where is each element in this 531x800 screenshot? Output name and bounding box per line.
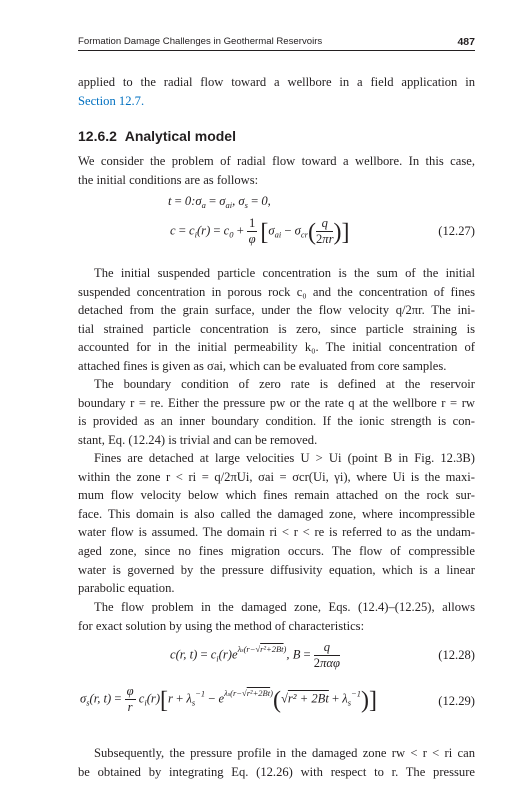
section-number: 12.6.2 <box>78 128 117 144</box>
equation-number: (12.27) <box>438 224 475 238</box>
equation-number: (12.29) <box>438 694 475 708</box>
paragraph-pressure-profile <box>78 744 475 781</box>
text-line: The initial suspended particle concentration is the sum of the initial <box>94 266 475 280</box>
page-number: 487 <box>457 36 475 48</box>
text-line: for exact solution by using the method of characteristics: <box>78 618 365 633</box>
section-link[interactable]: Section 12.7. <box>78 93 145 108</box>
text-line: accounted for in the initial permeability k₀. The initial concentration of <box>78 340 475 355</box>
equation-12-27-line1: $t = 0:\sigma_a = \sigma_{ai}$, $\sigma_s = 0$, <box>168 194 271 210</box>
section-title: Analytical model <box>124 128 236 144</box>
equation-12-29: $\sigma_s(r$, t) = $\frac{\varphi}{r}$ $c_i(r)[r + \lambda_s^{-1} - e^{\lambda s(r-√r^2+2Bt)}(√r^2 + 2Bt + \lambda_s^{-1})]$ <box>80 684 378 714</box>
text-line: within the zone r < ri = q/2πUi, σai = σcr(Ui, γi), where Ui is the maxi- <box>78 469 475 484</box>
equation-12-27-line2: $c = c_i(r) = c_0$ + $\frac{1}{\varphi}$ [$\sigma_{ai} - \sigma_{cr}$( $\frac{q}{2\pi r}$ )] <box>170 216 350 246</box>
running-title: Formation Damage Challenges in Geothermal Reservoirs <box>78 36 323 47</box>
text-line: aged zone, since no fines migration occurs. The flow of compressible <box>78 543 475 558</box>
text-line: detached from the grain surface, under the flow velocity q/2πr. The ini- <box>78 303 475 318</box>
text-line: attached fines is given as σai, which can be evaluated from core samples. <box>78 358 447 373</box>
section-heading <box>78 128 236 144</box>
equation-number: (12.28) <box>438 648 475 662</box>
paragraph-suspended-concentration <box>78 264 475 376</box>
text-line: boundary r = re. Either the pressure pw or the rate q at the wellbore r = rw <box>78 395 475 410</box>
equation-12-28: c(r, $t) = c_i(r)e^{\lambda s(r-√r^2+2Bt)}$, B = $\frac{q}{\text{2παφ}}$ <box>170 640 340 670</box>
text-line: mum flow velocity below which fines remain attached on the rock sur- <box>78 488 475 503</box>
text-line: be obtained by integrating Eq. (12.26) with respect to r. The pressure <box>78 764 475 779</box>
text-line: We consider the problem of radial flow toward a wellbore. In this case, <box>78 154 475 168</box>
paragraph-boundary-condition <box>78 375 475 449</box>
paragraph-flow-problem <box>78 598 475 635</box>
text-line: the initial conditions are as follows: <box>78 172 259 187</box>
text-line: is provided as an inner boundary condition. If the ionic strength is con- <box>78 414 475 429</box>
running-header <box>78 36 475 50</box>
text-line: The boundary condition of zero rate is defined at the reservoir <box>94 377 475 391</box>
text-line: parabolic equation. <box>78 581 175 596</box>
text-line: applied to the radial flow toward a wellbore in a field application in <box>78 75 475 89</box>
text-line: stant, Eq. (12.24) is trivial and can be removed. <box>78 432 318 447</box>
paragraph-initial-conditions <box>78 152 475 189</box>
paragraph-intro <box>78 73 475 110</box>
text-line: Subsequently, the pressure profile in the damaged zone rw < r < ri can <box>94 746 475 760</box>
text-line: face. This domain is also called the damaged zone, where incompressible <box>78 506 475 521</box>
text-line: water is governed by the pressure diffusivity equation, which is a linear <box>78 562 475 577</box>
header-rule <box>78 50 475 51</box>
paragraph-fines-detachment <box>78 449 475 598</box>
text-line: water flow is assumed. The domain ri < r < re is referred to as the undam- <box>78 525 475 540</box>
text-line: tial strained particle concentration is zero, since particle straining is <box>78 321 475 336</box>
text-line: The flow problem in the damaged zone, Eqs. (12.4)–(12.25), allows <box>94 600 475 614</box>
text-line: Fines are detached at large velocities U > Ui (point B in Fig. 12.3B) <box>94 451 475 465</box>
text-line: suspended concentration in porous rock c₀ and the concentration of fines <box>78 284 475 299</box>
